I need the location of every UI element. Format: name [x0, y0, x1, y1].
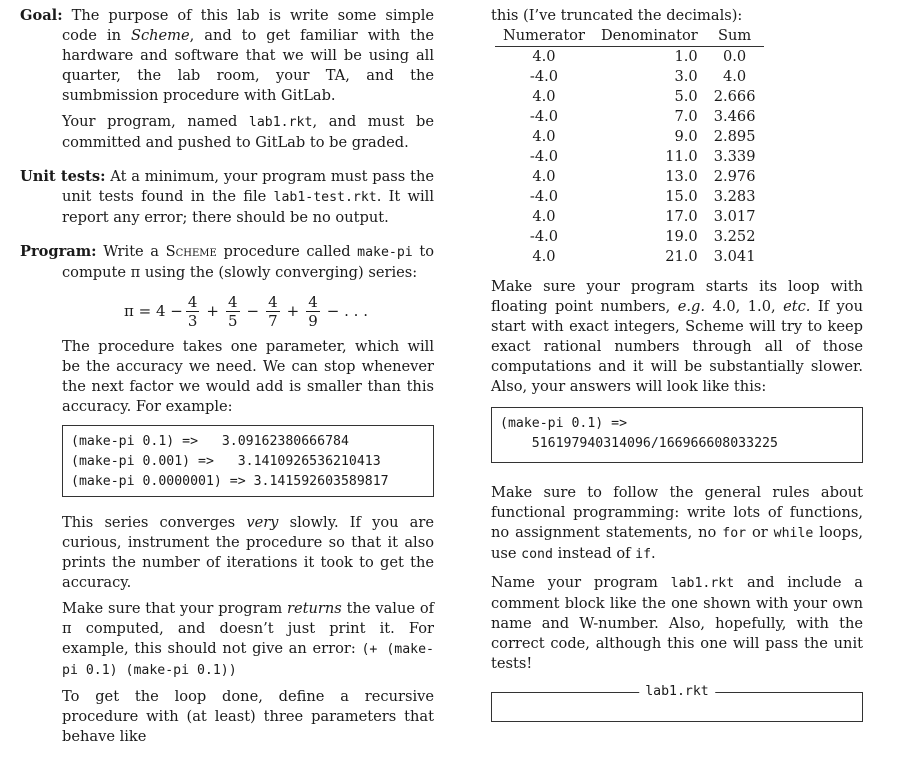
if-code: if [635, 547, 652, 562]
table-row [495, 107, 764, 127]
lab1-file-box [491, 684, 863, 722]
unit-tests-text: At a minimum, your program must pass the unit tests found in the file [62, 168, 434, 205]
table-row [495, 227, 764, 247]
table-row [495, 67, 764, 87]
denominator-cell: 7.0 [674, 108, 698, 125]
scheme-smallcaps: Scheme [165, 243, 217, 260]
sum-cell: 2.976 [713, 168, 756, 185]
header-numerator: Numerator [495, 26, 593, 47]
table-row [495, 247, 764, 267]
unit-tests-section [20, 167, 434, 228]
denominator-cell: 17.0 [665, 208, 698, 225]
rp2-text-c: loops, use [491, 524, 863, 562]
sum-cell: 3.283 [713, 188, 756, 205]
p4-emphasis: returns [287, 600, 342, 617]
right-paragraph-3 [491, 573, 863, 674]
rational-output-box [491, 407, 863, 463]
goal-paragraph [20, 6, 434, 106]
p4-text-cont: the value of π computed, and doesn’t just print it. For example, this should not give an error: [62, 600, 435, 657]
series-table [495, 26, 764, 267]
rp2-text-e: . [651, 545, 656, 562]
left-column [20, 6, 434, 757]
numerator-cell: 4.0 [532, 248, 556, 265]
pi-series-formula [62, 289, 434, 333]
table-row [495, 147, 764, 167]
sum-cell: 3.252 [713, 228, 756, 245]
formula-lhs: π = 4 − [124, 302, 183, 320]
sum-cell: 3.017 [713, 208, 756, 225]
goal-section [20, 6, 434, 153]
right-column [491, 6, 863, 722]
program-section [20, 242, 434, 747]
table-body [495, 47, 764, 268]
rational-line: (make-pi 0.1) => [500, 416, 628, 431]
table-row [495, 47, 764, 68]
rp3-text-b: and include a comment block like the one shown with your own name and W-number. Also, hopefully, with the correct code, although this one will pass the unit tests! [491, 574, 863, 672]
frac-den: 5 [227, 311, 238, 330]
table-row [495, 167, 764, 187]
rp3-text: Name your program [491, 574, 671, 591]
table-intro: this (I’ve truncated the decimals): [491, 7, 743, 24]
file-box-label: lab1.rkt [639, 682, 715, 702]
frac-num: 4 [308, 292, 318, 311]
goal-emphasis: Scheme [130, 27, 190, 44]
example-line: (make-pi 0.001) => 3.1410926536210413 [71, 454, 381, 469]
right-paragraph-2 [491, 483, 863, 565]
for-code: for [722, 526, 747, 541]
denominator-cell: 3.0 [674, 68, 698, 85]
table-row [495, 207, 764, 227]
unit-tests-filename-code: lab1-test.rkt [273, 190, 377, 205]
numerator-cell: 4.0 [532, 208, 556, 225]
rp1-etc: etc. [783, 298, 811, 315]
denominator-cell: 13.0 [665, 168, 698, 185]
goal-term: Goal: [20, 7, 63, 24]
goal-text-cont: , and to get familiar with the hardware and software that we will be using all quarter, the lab room, your TA, and the sumbmission procedure with GitLab. [62, 27, 434, 104]
program-text-cont: procedure called [216, 243, 358, 260]
sum-cell: 2.666 [713, 88, 756, 105]
example-code-box [62, 425, 434, 497]
unit-tests-text-cont: . It will report any error; there should be no output. [62, 188, 434, 226]
table-row [495, 127, 764, 147]
rational-line: 516197940314096/166966608033225 [500, 436, 778, 451]
rp1-text: Make sure your program starts its loop with floating point numbers, [491, 278, 863, 315]
program-paragraph-5: To get the loop done, define a recursive procedure with (at least) three parameters that behave like [62, 688, 434, 745]
example-line: (make-pi 0.1) => 3.09162380666784 [71, 434, 349, 449]
rp2-text: Make sure to follow the general rules about functional programming: write lots of functions, no assignment statements, no [491, 484, 863, 541]
program-paragraph-2: The procedure takes one parameter, which will be the accuracy we need. We can stop whenever the next factor we would add is smaller than this accuracy. For example: [62, 338, 434, 415]
frac-num: 4 [227, 292, 238, 311]
unit-tests-term: Unit tests: [20, 168, 106, 185]
formula-op: − [246, 302, 260, 320]
p3-text: This series converges [62, 514, 247, 531]
formula-op: + [286, 302, 300, 320]
formula-tail: − . . . [326, 302, 368, 320]
table-row [495, 87, 764, 107]
numerator-cell: 4.0 [532, 128, 556, 145]
goal-p2-text: Your program, named [62, 113, 249, 130]
denominator-cell: 19.0 [665, 228, 698, 245]
frac-den: 3 [187, 311, 198, 330]
program-text: Write a [103, 243, 166, 260]
goal-p2-text-cont: , and must be committed and pushed to GitLab to be graded. [62, 113, 434, 151]
program-paragraph-4 [20, 599, 434, 681]
goal-text: The purpose of this lab is write some simple code in [62, 7, 435, 44]
frac-den: 9 [308, 311, 318, 330]
formula-term-1 [186, 293, 200, 330]
rp3-filename-code: lab1.rkt [670, 576, 735, 591]
formula-term-4 [306, 293, 320, 330]
numerator-cell: -4.0 [529, 148, 559, 165]
rp2-text-d: instead of [552, 545, 636, 562]
header-denominator: Denominator [593, 26, 706, 47]
table-row [495, 187, 764, 207]
sum-cell: 3.041 [713, 248, 756, 265]
program-paragraph-3 [20, 513, 434, 593]
header-sum: Sum [706, 26, 764, 47]
sum-cell: 3.466 [713, 108, 756, 125]
p4-code: (+ (make-pi 0.1) (make-pi 0.1)) [62, 642, 434, 678]
rp2-text-b: or [746, 524, 774, 541]
goal-paragraph-2 [20, 112, 434, 153]
rp1-text-c: If you start with exact integers, Scheme will try to keep exact rational numbers through all of those computations and it will be substantially slower. Also, your answers will look like this: [491, 298, 863, 395]
denominator-cell: 5.0 [674, 88, 698, 105]
p3-text-cont: slowly. If you are curious, instrument the procedure so that it also prints the number of iterations it took to get the accuracy. [62, 514, 434, 591]
numerator-cell: -4.0 [529, 108, 559, 125]
program-paragraph [20, 242, 434, 283]
example-line: (make-pi 0.0000001) => 3.141592603589817 [71, 474, 389, 489]
denominator-cell: 21.0 [665, 248, 698, 265]
numerator-cell: -4.0 [529, 188, 559, 205]
frac-num: 4 [268, 292, 278, 311]
formula-term-2 [226, 293, 240, 330]
cond-code: cond [521, 547, 553, 562]
rp1-text-b: 4.0, 1.0, [704, 298, 784, 315]
program-text-end: to compute π using the (slowly converging) series: [62, 243, 435, 281]
denominator-cell: 9.0 [674, 128, 698, 145]
formula-term-3 [266, 293, 280, 330]
sum-cell: 2.895 [713, 128, 756, 145]
formula-op: + [206, 302, 219, 320]
numerator-cell: 4.0 [532, 88, 556, 105]
program-term: Program: [20, 243, 97, 260]
frac-den: 7 [268, 311, 278, 330]
p3-emphasis: very [246, 514, 279, 531]
unit-tests-paragraph [20, 167, 434, 228]
denominator-cell: 1.0 [674, 48, 698, 65]
right-paragraph-1 [491, 277, 863, 397]
p4-text: Make sure that your program [62, 600, 288, 617]
rp1-eg: e.g. [677, 298, 705, 315]
goal-filename-code: lab1.rkt [248, 115, 313, 130]
numerator-cell: -4.0 [529, 68, 559, 85]
numerator-cell: 4.0 [532, 168, 556, 185]
sum-cell: 0.0 [723, 48, 747, 65]
sum-cell: 3.339 [713, 148, 756, 165]
denominator-cell: 11.0 [665, 148, 698, 165]
numerator-cell: -4.0 [529, 228, 559, 245]
table-header-row [495, 26, 764, 47]
sum-cell: 4.0 [723, 68, 747, 85]
denominator-cell: 15.0 [665, 188, 698, 205]
frac-num: 4 [187, 292, 198, 311]
while-code: while [773, 526, 814, 541]
numerator-cell: 4.0 [532, 48, 556, 65]
make-pi-code: make-pi [357, 245, 413, 260]
